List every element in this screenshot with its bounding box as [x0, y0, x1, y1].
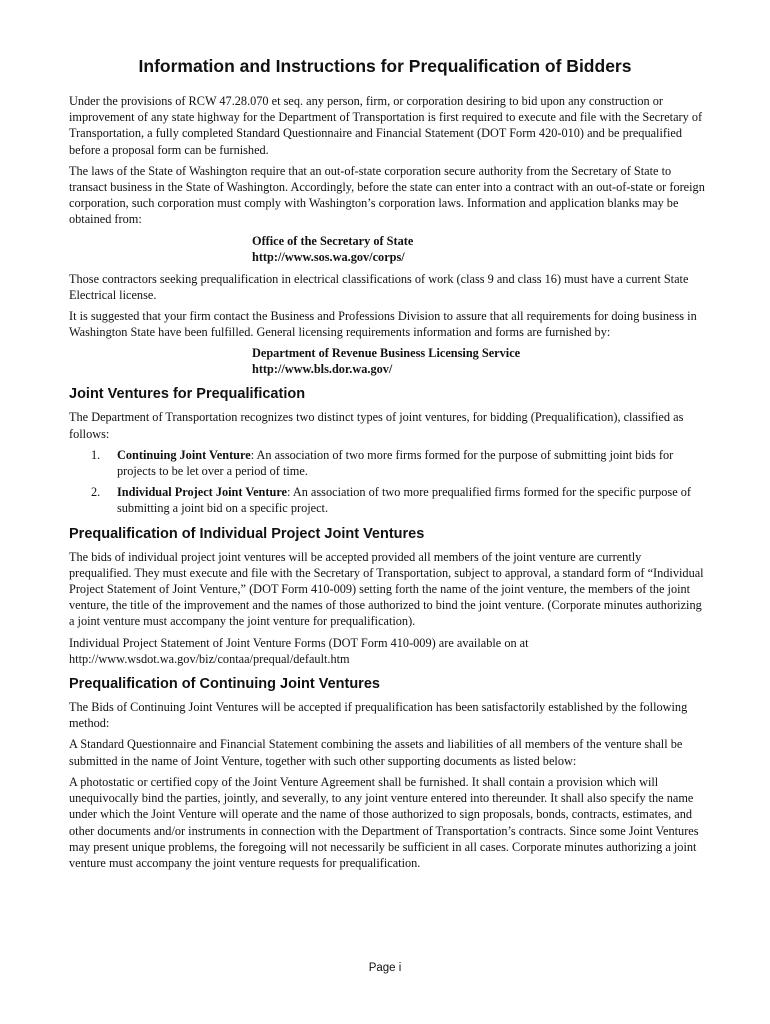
- list-item-text: : An association of two more prequalified firms formed for the specific purpose of submitting a joint bid on a specific project.: [117, 485, 691, 516]
- list-item-term: Individual Project Joint Venture: [117, 485, 288, 500]
- document-body: [69, 93, 705, 876]
- intro-paragraph-1: Under the provisions of RCW 47.28.070 et seq. any person, firm, or corporation desiring to bid upon any construction or improvement of any state highway for the Department of Transportation is first required to execute and file with the Secretary of Transportation, a fully completed Standard Questionnaire and Financial Statement (DOT Form 420-010) and be prequalified before a proposal form can be furnished.: [69, 94, 703, 157]
- individual-paragraph-1: The bids of individual project joint ventures will be accepted provided all members of the joint venture are currently prequalified. They must execute and file with the Secretary of Transportation, subject to approval, a standard form of “Individual Project Statement of Joint Venture,” (DOT Form 410-009) setting forth the name of the joint venture, the members of the joint venture, the title of the improvement and the names of those authorized to bind the joint venture. (Corporate minutes authorizing a joint venture must accompany the joint venture for prequalification).: [69, 549, 704, 629]
- address-block-business-licensing: [252, 345, 705, 377]
- individual-joint-ventures-heading: Prequalification of Individual Project Joint Ventures: [69, 525, 425, 542]
- intro-paragraph-4: It is suggested that your firm contact the Business and Professions Division to assure that all requirements for doing business in Washington State have been fulfilled. General licensing requirements information and forms are furnished by:: [69, 309, 697, 340]
- intro-paragraph-2: The laws of the State of Washington require that an out-of-state corporation secure authority from the Secretary of State to transact business in the State of Washington. Accordingly, before the state can enter into a contract with an out-of-state or foreign corporation, such corporation must comply with Washington’s corporation laws. Information and application blanks may be obtained from:: [69, 163, 705, 227]
- address-name: Office of the Secretary of State: [252, 233, 414, 248]
- page-number: Page i: [368, 962, 402, 974]
- address-block-secretary-of-state: [252, 233, 705, 265]
- page-title: Information and Instructions for Prequalification of Bidders: [138, 56, 632, 76]
- list-item-number: 1.: [91, 447, 101, 462]
- continuing-paragraph-1: The Bids of Continuing Joint Ventures will be accepted if prequalification has been satisfactorily established by the following method:: [69, 700, 688, 731]
- joint-ventures-paragraph: The Department of Transportation recognizes two distinct types of joint ventures, for bidding (Prequalification), classified as follows:: [69, 410, 684, 441]
- address-name: Department of Revenue Business Licensing Service: [252, 346, 521, 361]
- continuing-joint-ventures-heading: Prequalification of Continuing Joint Ventures: [69, 676, 380, 693]
- joint-venture-types-list: [69, 447, 705, 517]
- individual-paragraph-2: Individual Project Statement of Joint Venture Forms (DOT Form 410-009) are available on at http://www.wsdot.wa.gov/biz/contaa/prequal/default.htm: [69, 635, 529, 666]
- continuing-paragraph-2: A Standard Questionnaire and Financial Statement combining the assets and liabilities of all members of the venture shall be submitted in the name of Joint Venture, together with such other supporting documents as listed below:: [69, 737, 683, 768]
- continuing-paragraph-3: A photostatic or certified copy of the Joint Venture Agreement shall be furnished. It shall contain a provision which will unequivocally bind the parties, jointly, and severally, to any joint venture entered into thereunder. It shall also specify the name under which the Joint Venture will operate and the name of those authorized to sign proposals, bonds, contracts, estimates, and other documents and/or instruments in connection with the Department of Transportation’s contracts. Since some Joint Ventures may present unique problems, the foregoing will not necessarily be sufficient in all cases. Corporate minutes authorizing a joint venture must accompany the joint venture requests for prequalification.: [69, 774, 699, 870]
- intro-paragraph-3: Those contractors seeking prequalification in electrical classifications of work (class 9 and class 16) must have a current State Electrical license.: [69, 271, 689, 302]
- list-item: [69, 484, 705, 516]
- list-item: [69, 447, 705, 479]
- list-item-term: Continuing Joint Venture: [117, 447, 251, 462]
- address-url: http://www.bls.dor.wa.gov/: [252, 362, 393, 377]
- address-url: http://www.sos.wa.gov/corps/: [252, 249, 405, 264]
- list-item-text: : An association of two more firms formed for the purpose of submitting joint bids for projects to be let over a period of time.: [117, 447, 674, 479]
- list-item-number: 2.: [91, 485, 101, 500]
- joint-ventures-heading: Joint Ventures for Prequalification: [69, 386, 306, 403]
